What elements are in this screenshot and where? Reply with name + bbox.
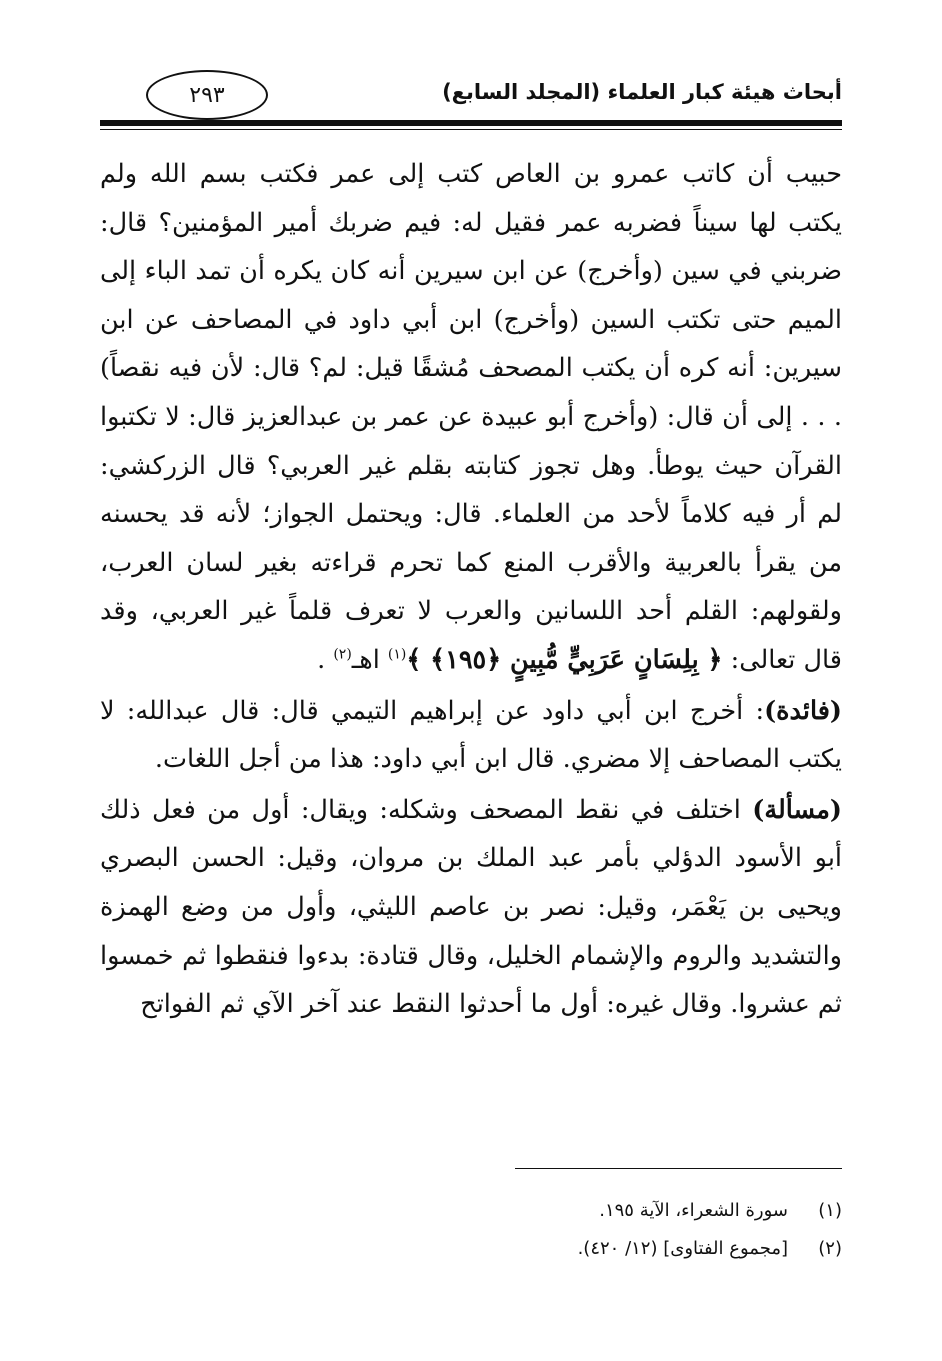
page-header bbox=[100, 70, 842, 132]
footnote-1-number: (١) bbox=[818, 1200, 842, 1221]
paragraph-3-label: (مسألة) bbox=[752, 794, 842, 825]
footnotes bbox=[100, 1192, 842, 1268]
paragraph-2-label: (فائدة) bbox=[764, 695, 842, 726]
header-rule-thin bbox=[100, 129, 842, 130]
footnote-ref-2[interactable]: (٢) bbox=[333, 646, 352, 663]
quran-quote: ﴿ بِلِسَانٍ عَرَبِيٍّ مُّبِينٍ ﴿١٩٥﴾ ﴾ bbox=[406, 644, 723, 675]
footnote-2-text: [مجموع الفتاوى] (١٢/ ٤٢٠). bbox=[577, 1238, 788, 1259]
paragraph-1 bbox=[100, 150, 842, 685]
paragraph-1-end: . bbox=[317, 644, 334, 675]
footnote-1 bbox=[100, 1192, 842, 1230]
footnote-1-text: سورة الشعراء، الآية ١٩٥. bbox=[599, 1200, 788, 1221]
paragraph-2 bbox=[100, 687, 842, 784]
book-title: أبحاث هيئة كبار العلماء (المجلد السابع) bbox=[442, 80, 842, 104]
footnote-separator bbox=[515, 1168, 842, 1169]
header-rule-thick bbox=[100, 120, 842, 126]
page-number-badge bbox=[146, 70, 268, 120]
footnote-ref-1[interactable]: (١) bbox=[387, 646, 407, 663]
paragraph-3-text: اختلف في نقط المصحف وشكله: ويقال: أول من فعل ذلك أبو الأسود الدؤلي بأمر عبد الملك بن مروان، وقيل: الحسن البصري ويحيى بن يَعْمَر، وقيل: نصر بن عاصم الليثي، وأول من وضع الهمزة والتشديد والروم والإشمام الخليل، وقال قتادة: بدءوا فنقطوا ثم خمسوا ثم عشروا. وقال غيره: أول ما أحدثوا النقط عند آخر الآي ثم الفواتح bbox=[100, 794, 842, 1020]
paragraph-1-after: اهـ bbox=[351, 644, 388, 675]
footnote-2-number: (٢) bbox=[818, 1238, 842, 1259]
footnote-2 bbox=[100, 1230, 842, 1268]
paragraph-2-text: : أخرج ابن أبي داود عن إبراهيم التيمي قال: قال عبدالله: لا يكتب المصاحف إلا مضري. قال ابن أبي داود: هذا من أجل اللغات. bbox=[100, 695, 842, 775]
paragraph-1-text: حبيب أن كاتب عمرو بن العاص كتب إلى عمر فكتب بسم الله ولم يكتب لها سيناً فضربه عمر فقيل له: فيم ضربك أمير المؤمنين؟ قال: ضربني في سين (وأخرج) عن ابن سيرين أنه كان يكره أن تمد الباء إلى الميم حتى تكتب السين (وأخرج) ابن أبي داود في المصاحف عن ابن سيرين: أنه كره أن يكتب المصحف مُشقًا قيل: لم؟ قال: لأن فيه نقصاً) . . . إلى أن قال: (وأخرج أبو عبيدة عن عمر بن عبدالعزيز قال: لا تكتبوا القرآن حيث يوطأ. وهل تجوز كتابته بقلم غير العربي؟ قال الزركشي: لم أر فيه كلاماً لأحد من العلماء. قال: ويحتمل الجواز؛ لأنه قد يحسنه من يقرأ بالعربية والأقرب المنع كما تحرم قراءته بغير لسان العرب، ولقولهم: القلم أحد اللسانين والعرب لا تعرف قلماً غير العربي، وقد قال تعالى: bbox=[100, 159, 842, 675]
main-text bbox=[100, 150, 842, 1029]
page-number: ٢٩٣ bbox=[189, 82, 225, 108]
paragraph-3 bbox=[100, 786, 842, 1029]
